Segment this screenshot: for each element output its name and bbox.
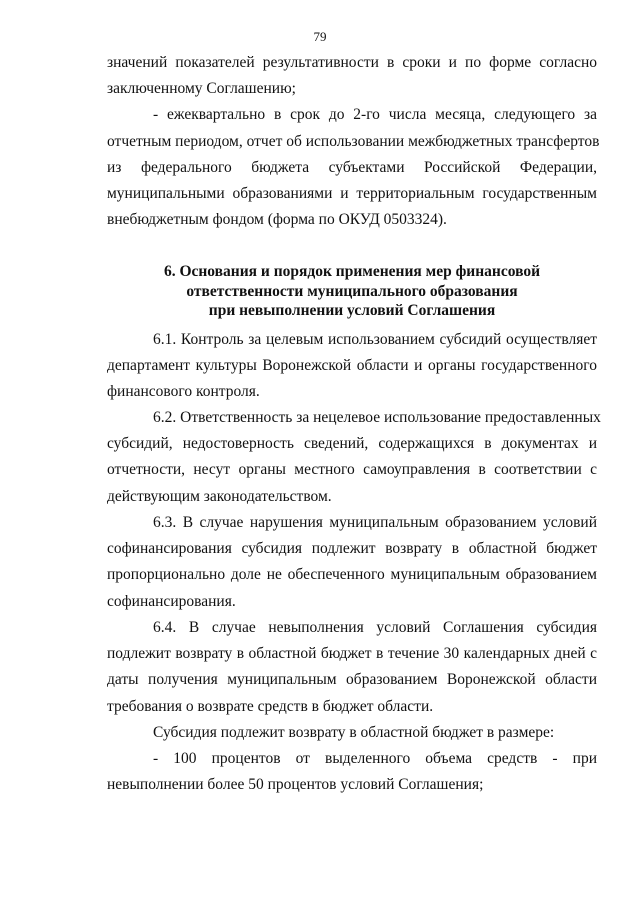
text-line: отчетным периодом, отчет об использовании межбюджетных трансфертов bbox=[107, 132, 600, 150]
clause-6-2 bbox=[107, 405, 601, 510]
heading-line: ответственности муниципального образования bbox=[186, 282, 518, 300]
heading-line: при невыполнении условий Соглашения bbox=[208, 302, 496, 320]
text-line: 6.3. В случае нарушения муниципальным образованием условий bbox=[153, 514, 597, 531]
text-line: значений показателей результативности в сроки и по форме согласно bbox=[107, 54, 597, 71]
text-line: внебюджетным фондом (форма по ОКУД 0503324). bbox=[107, 211, 447, 229]
text-line: муниципальными образованиями и территориальным государственным bbox=[107, 184, 597, 202]
text-line: Субсидия подлежит возврату в областной бюджет в размере: bbox=[153, 724, 555, 741]
text-line: 6.1. Контроль за целевым использованием субсидий осуществляет bbox=[153, 331, 597, 348]
page-number: 79 bbox=[313, 29, 327, 44]
text-line: - 100 процентов от выделенного объема средств - при bbox=[153, 750, 597, 767]
text-line: требования о возврате средств в бюджет области. bbox=[107, 697, 434, 715]
text-line: софинансирования. bbox=[107, 592, 236, 610]
clause-6-1 bbox=[107, 327, 597, 406]
heading-line: 6. Основания и порядок применения мер финансовой bbox=[163, 263, 541, 280]
text-line: действующим законодательством. bbox=[107, 487, 332, 505]
text-line: субсидий, недостоверность сведений, содержащихся в документах и bbox=[107, 435, 597, 453]
intro-paragraphs bbox=[107, 50, 600, 233]
text-line: даты получения муниципальным образованием Воронежской области bbox=[107, 671, 597, 689]
section-heading bbox=[107, 262, 597, 321]
text-line: софинансирования субсидия подлежит возврату в областной бюджет bbox=[107, 540, 597, 558]
text-line: финансового контроля. bbox=[107, 383, 260, 401]
text-line: пропорционально доле не обеспеченного муниципальным образованием bbox=[107, 566, 597, 584]
refund-paragraph bbox=[107, 720, 597, 746]
text-line: 6.4. В случае невыполнения условий Соглашения субсидия bbox=[153, 619, 597, 636]
clause-6-4 bbox=[107, 615, 597, 720]
refund-item-100 bbox=[107, 746, 597, 798]
text-line: из федерального бюджета субъектами Российской Федерации, bbox=[107, 158, 597, 176]
text-line: невыполнении более 50 процентов условий Соглашения; bbox=[107, 776, 484, 794]
text-line: отчетности, несут органы местного самоуправления в соответствии с bbox=[107, 461, 597, 479]
text-line: подлежит возврату в областной бюджет в течение 30 календарных дней с bbox=[107, 645, 597, 663]
text-line: 6.2. Ответственность за нецелевое использование предоставленных bbox=[153, 409, 601, 426]
text-line: заключенному Соглашению; bbox=[107, 80, 296, 98]
text-line: - ежеквартально в срок до 2-го числа месяца, следующего за bbox=[153, 106, 597, 124]
clause-6-3 bbox=[107, 510, 597, 615]
text-line: департамент культуры Воронежской области и органы государственного bbox=[107, 357, 597, 375]
